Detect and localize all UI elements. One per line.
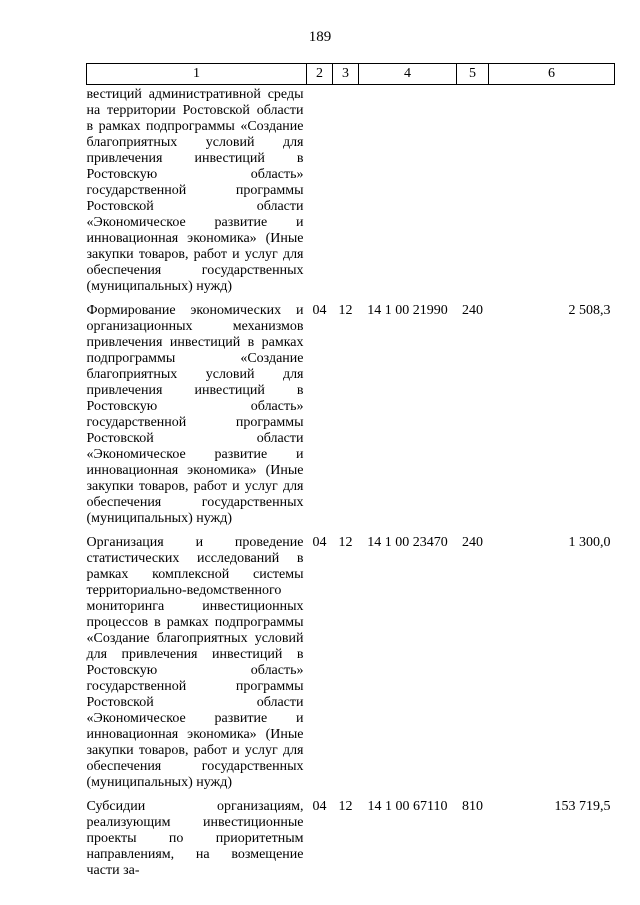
row-section-code: 04 xyxy=(312,303,327,318)
row-section-code: 04 xyxy=(312,535,327,550)
row-subsection-code: 12 xyxy=(338,799,353,814)
row-amount xyxy=(489,85,615,296)
table-row xyxy=(87,791,615,879)
row-target-article: 14 1 00 67110 xyxy=(367,799,448,814)
row-target-article: 14 1 00 23470 xyxy=(367,535,448,550)
row-amount: 1 300,0 xyxy=(568,535,611,550)
row-expense-type: 240 xyxy=(462,535,483,550)
column-header-6: 6 xyxy=(489,64,615,85)
row-section-code: 04 xyxy=(312,799,327,814)
column-header-2: 2 xyxy=(307,64,333,85)
row-description: Формирование экономических и организационных механизмов привлечения инвестиций в рамках подпрограммы «Создание благоприятных условий для привлечения инвестиций в Ростовскую область» государственной программы Ростовской области «Экономическое развитие и инновационная экономика» (Иные закупки товаров, работ и услуг для обеспечения государственных (муниципальных) нужд) xyxy=(86,303,304,526)
row-subsection-code: 12 xyxy=(338,535,353,550)
row-expense-type: 810 xyxy=(462,799,483,814)
row-expense-type: 240 xyxy=(462,303,483,318)
column-header-3: 3 xyxy=(333,64,359,85)
row-description: Организация и проведение статистических исследований в рамках комплексной системы территориально-ведомственного мониторинга инвестиционных процессов в рамках подпрограммы «Создание благоприятных условий для привлечения инвестиций в Ростовскую область» государственной программы Ростовской области «Экономическое развитие и инновационная экономика» (Иные закупки товаров, работ и услуг для обеспечения государственных (муниципальных) нужд) xyxy=(86,535,304,790)
header-row xyxy=(87,64,615,85)
row-target-article: 14 1 00 21990 xyxy=(367,303,448,318)
row-target-article xyxy=(359,85,457,296)
budget-table xyxy=(86,63,615,879)
table-row xyxy=(87,85,615,296)
row-subsection-code: 12 xyxy=(338,303,353,318)
row-description: вестиций административной среды на территории Ростовской области в рамках подпрограммы «Создание благоприятных условий для привлечения инвестиций в Ростовскую область» государственной программы Ростовской области «Экономическое развитие и инновационная экономика» (Иные закупки товаров, работ и услуг для обеспечения государственных (муниципальных) нужд) xyxy=(86,87,304,294)
row-section-code xyxy=(307,85,333,296)
row-amount: 153 719,5 xyxy=(554,799,611,814)
table-row xyxy=(87,527,615,791)
row-description: Субсидии организациям, реализующим инвестиционные проекты по приоритетным направлениям, на возмещение части за- xyxy=(86,799,304,878)
row-expense-type xyxy=(457,85,489,296)
row-amount: 2 508,3 xyxy=(568,303,611,318)
column-header-1: 1 xyxy=(87,64,307,85)
page-number: 189 xyxy=(308,29,332,45)
column-header-5: 5 xyxy=(457,64,489,85)
table-row xyxy=(87,295,615,527)
column-header-4: 4 xyxy=(359,64,457,85)
row-subsection-code xyxy=(333,85,359,296)
